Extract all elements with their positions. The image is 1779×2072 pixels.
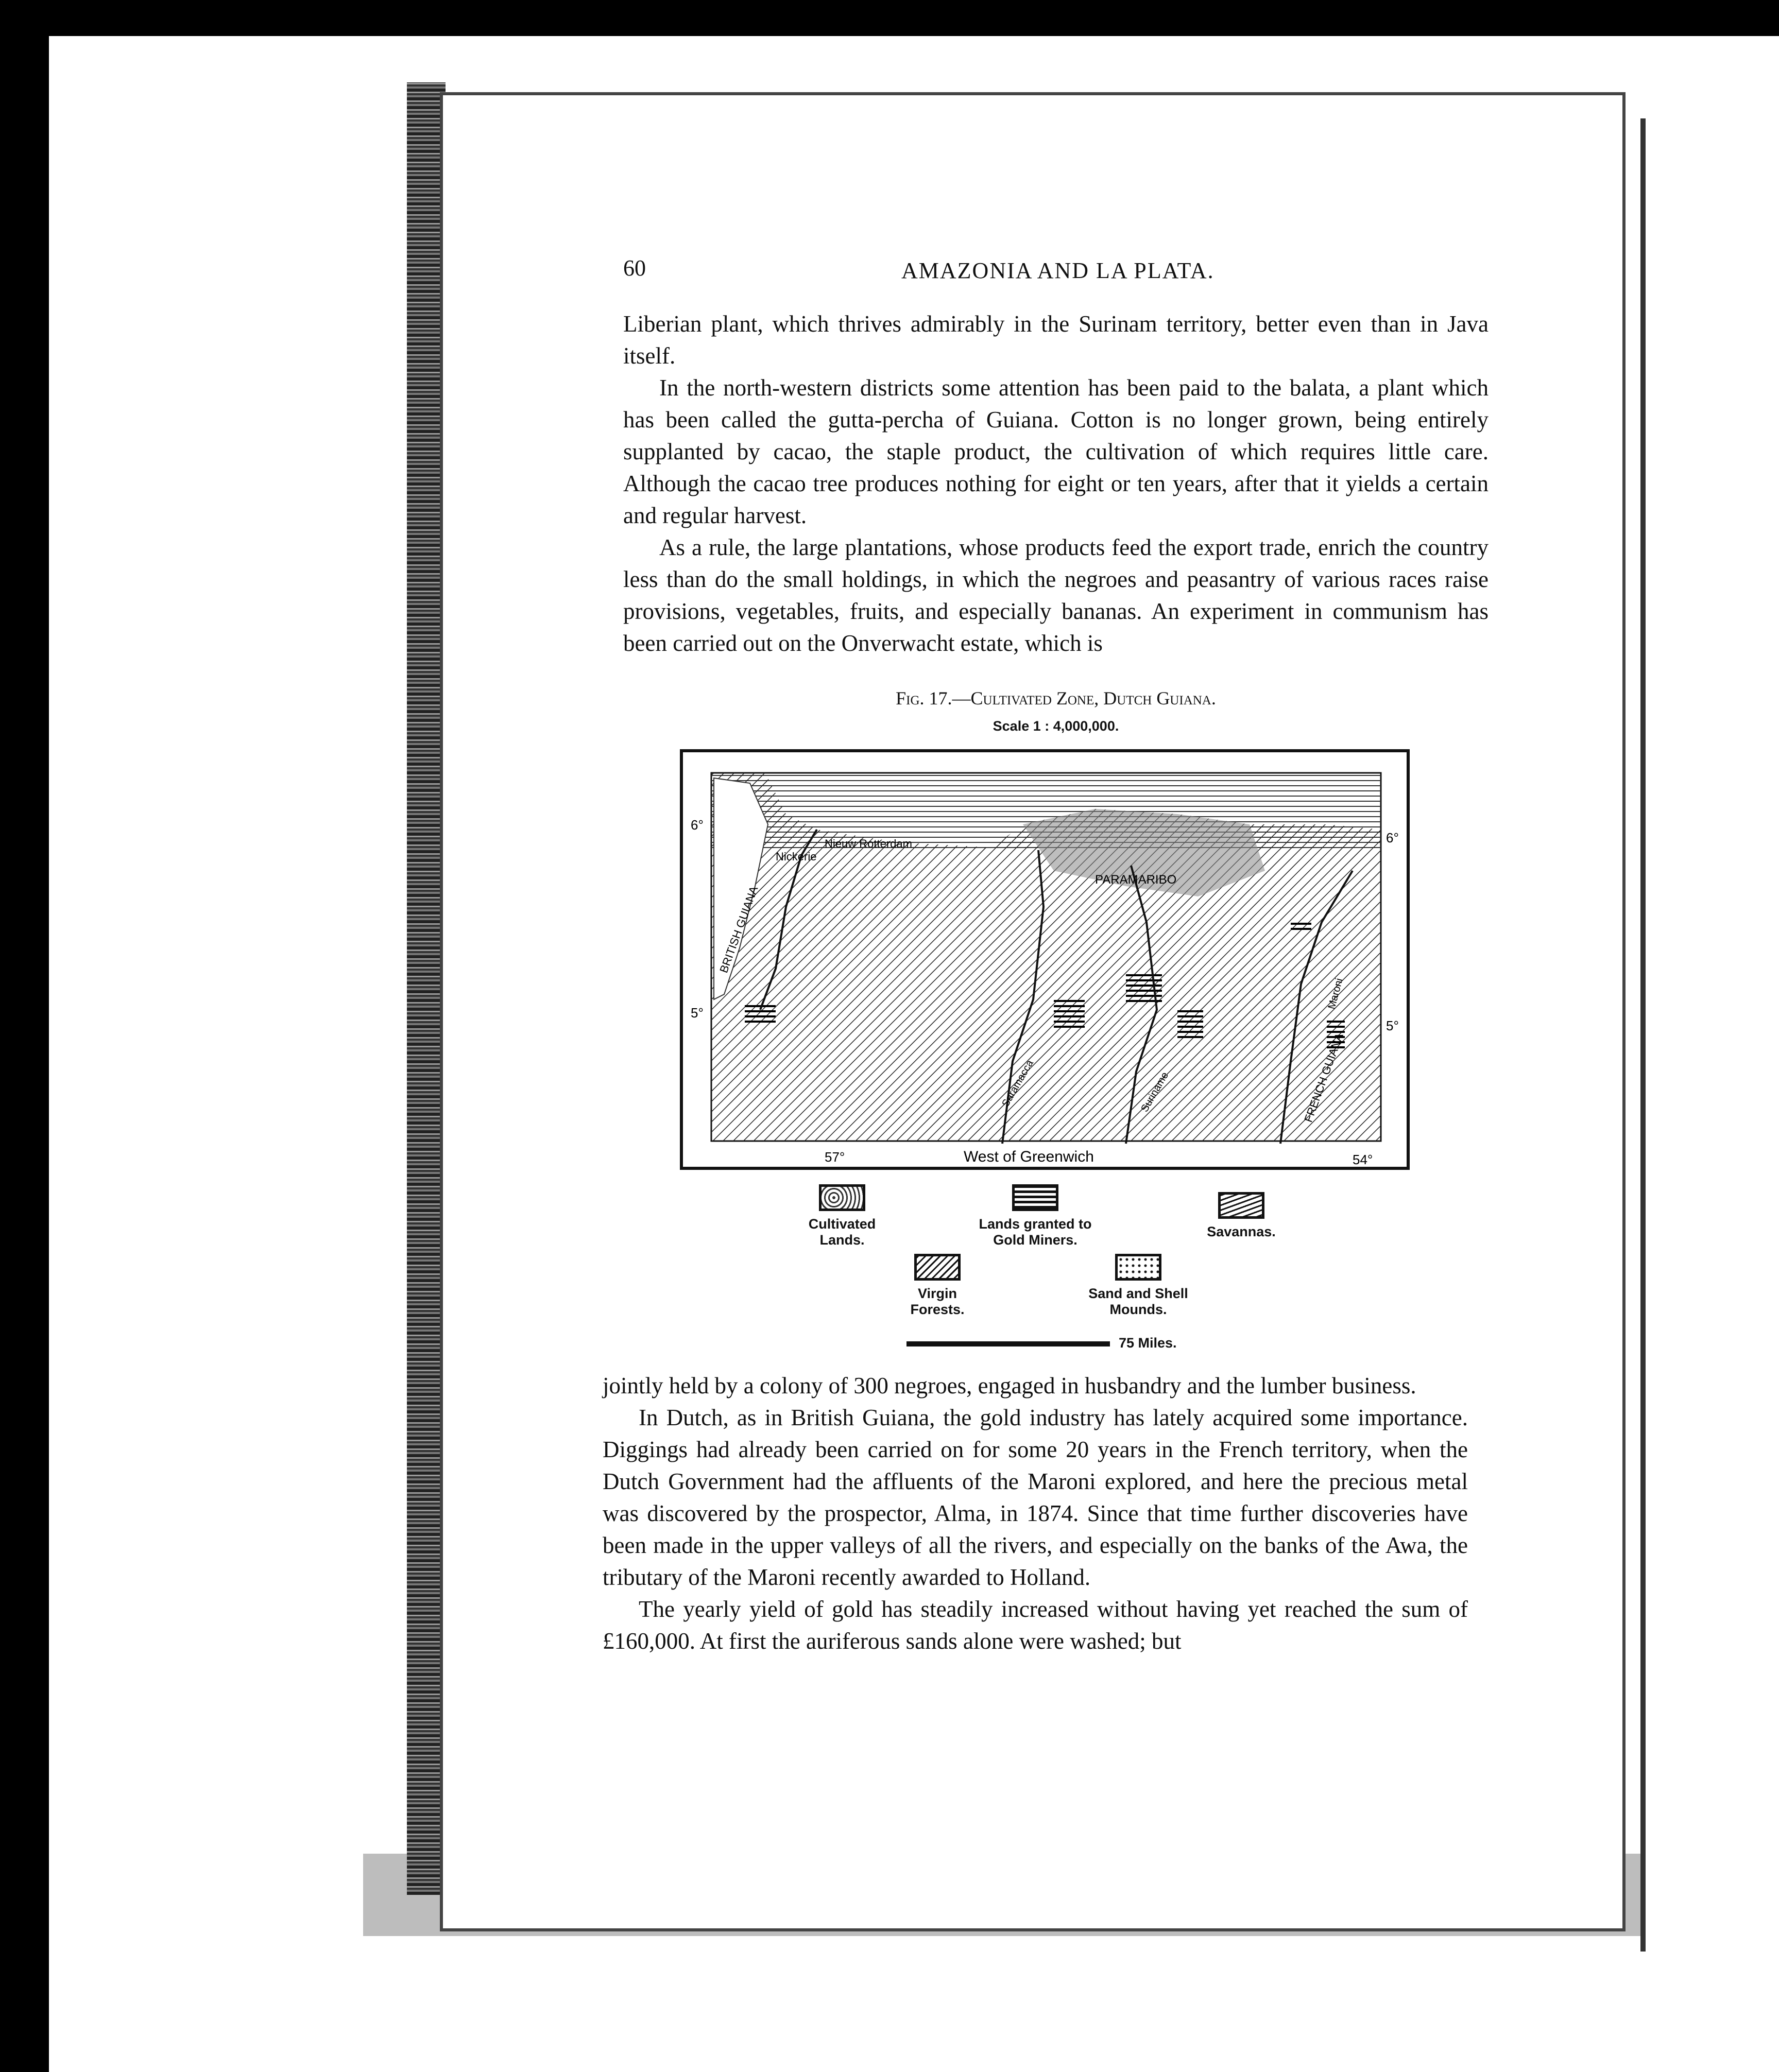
- place-paramaribo: PARAMARIBO: [1095, 873, 1177, 887]
- legend-label: Savannas.: [1207, 1224, 1276, 1239]
- scale-bar-label: 75 Miles.: [1119, 1335, 1177, 1351]
- lat-top-left: 6°: [691, 817, 704, 833]
- page-number: 60: [623, 255, 646, 281]
- legend-sand: [1082, 1254, 1195, 1318]
- legend-label: Virgin Forests.: [910, 1286, 965, 1317]
- page-header: [623, 255, 1494, 286]
- legend-savannas: [1200, 1192, 1282, 1240]
- map-drawing: [683, 752, 1407, 1167]
- place-nickerie: Nickerie: [776, 850, 817, 863]
- paragraph: In the north-western districts some attention has been paid to the balata, a plant which has been called the gutta-percha of Guiana. Cotton is no longer grown, being entirely supplanted by cacao, the staple product, the cultivation of which requires little care. Although the cacao tree produces nothing for eight or ten years, after that it yields a certain and regular harvest.: [623, 375, 1489, 528]
- scale-bar: [906, 1341, 1110, 1346]
- paragraph: The yearly yield of gold has steadily increased without having yet reached the sum of £160,000. At first the auriferous sands alone were washed; but: [603, 1596, 1468, 1654]
- legend-virgin: [896, 1254, 979, 1318]
- book-page-edges: [407, 82, 446, 1895]
- sand-swatch: [1115, 1254, 1161, 1281]
- legend-gold: [973, 1184, 1097, 1248]
- body-text-top: [623, 308, 1489, 659]
- running-title: AMAZONIA AND LA PLATA.: [901, 258, 1214, 283]
- savanna-swatch: [1218, 1192, 1264, 1219]
- river-suriname: Suriname: [1139, 1070, 1171, 1114]
- figure-caption: Fig. 17.—Cultivated Zone, Dutch Guiana.: [896, 688, 1216, 709]
- lat-top-right: 6°: [1386, 830, 1399, 845]
- region-french-guiana: FRENCH GUIANA: [1302, 1031, 1346, 1124]
- legend-label: Sand and Shell Mounds.: [1088, 1286, 1188, 1317]
- river-saramacca: Saramacca: [1000, 1058, 1036, 1109]
- paragraph: As a rule, the large plantations, whose products feed the export trade, enrich the country less than do the small holdings, in which the negroes and peasantry of various races raise provisions, vegetables, fruits, and especially bananas. An experiment in communism has been carried out on the Onverwacht estate, which is: [623, 534, 1489, 656]
- figure-scale: Scale 1 : 4,000,000.: [993, 718, 1119, 734]
- legend-label: Cultivated Lands.: [808, 1216, 876, 1248]
- virgin-forest-swatch: [914, 1254, 961, 1281]
- lon-right: 54°: [1353, 1152, 1373, 1167]
- region-british-guiana: BRITISH GUIANA: [717, 884, 761, 975]
- facing-page: [1640, 118, 1779, 1952]
- lat-mid-right: 5°: [1386, 1018, 1399, 1033]
- gold-swatch: [1012, 1184, 1058, 1211]
- place-nieuw-rotterdam: Nieuw Rotterdam: [825, 837, 912, 850]
- legend-cultivated: [801, 1184, 883, 1248]
- map-figure: [680, 749, 1410, 1170]
- lon-left: 57°: [825, 1149, 845, 1165]
- paragraph: jointly held by a colony of 300 negroes, engaged in husbandry and the lumber business.: [603, 1373, 1416, 1398]
- lat-mid-left: 5°: [691, 1005, 704, 1021]
- paragraph: Liberian plant, which thrives admirably in the Surinam territory, better even than in Java itself.: [623, 311, 1489, 369]
- bottom-label: West of Greenwich: [964, 1148, 1094, 1165]
- river-maroni: Maroni: [1326, 977, 1345, 1011]
- legend-label: Lands granted to Gold Miners.: [979, 1216, 1092, 1248]
- body-text-bottom: [603, 1370, 1468, 1657]
- paragraph: In Dutch, as in British Guiana, the gold industry has lately acquired some importance. Diggings had already been carried on for some 20 years in the French territory, when the Dutch Government had the affluents of the Maroni explored, and here the precious metal was discovered by the prospector, Alma, in 1874. Since that time further discoveries have been made in the upper valleys of all the rivers, and especially on the banks of the Awa, the tributary of the Maroni recently awarded to Holland.: [603, 1405, 1468, 1590]
- cultivated-swatch: [819, 1184, 865, 1211]
